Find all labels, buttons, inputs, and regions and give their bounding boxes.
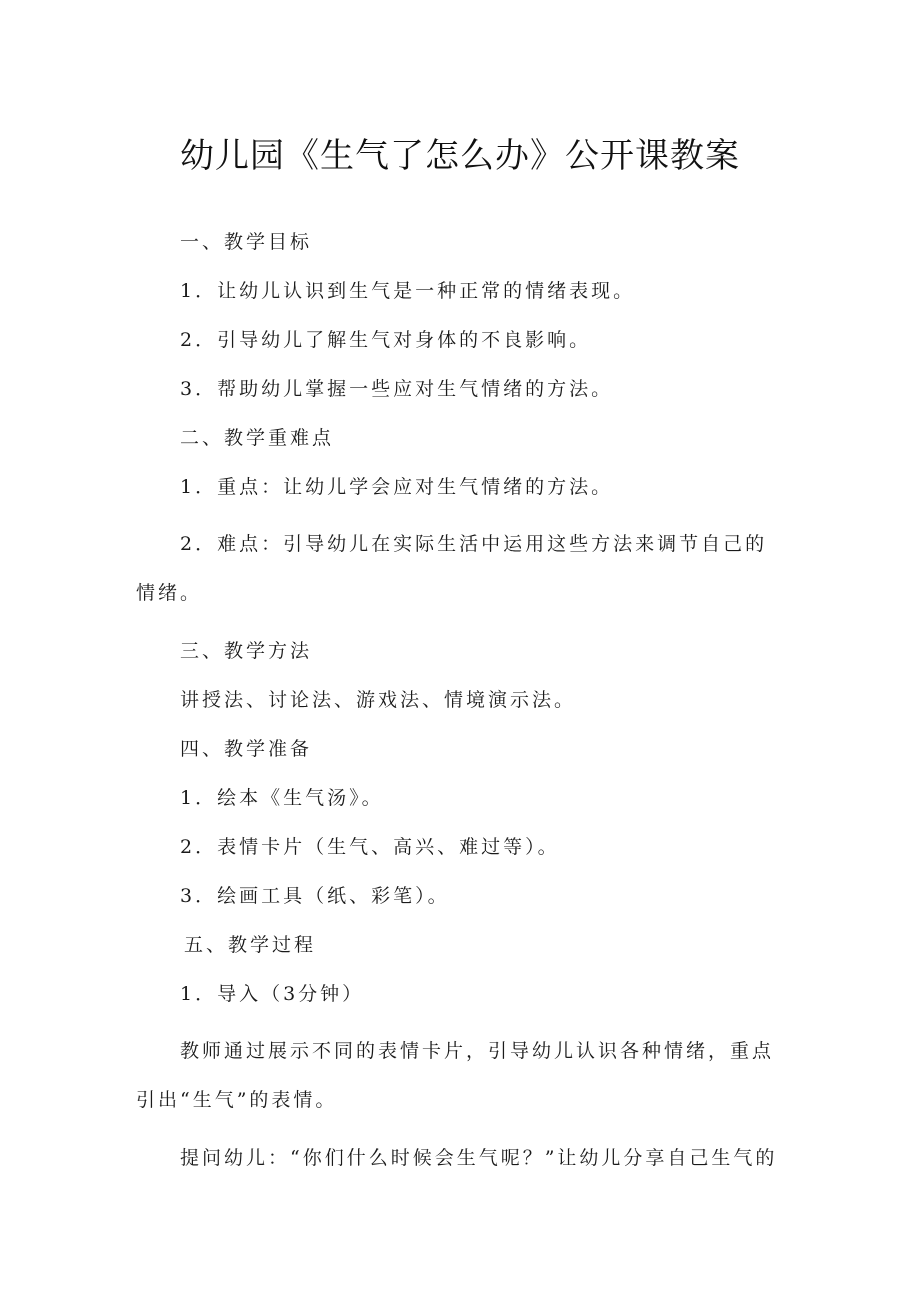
paragraph: 提问幼儿：“你们什么时候会生气呢？”让幼儿分享自己生气的 [180,1147,778,1169]
paragraph: 1．绘本《生气汤》。 [180,787,384,809]
paragraph: 2．表情卡片（生气、高兴、难过等）。 [180,836,560,858]
document-body [136,226,788,1191]
section-heading: 四、教学准备 [180,738,313,760]
paragraph: 讲授法、讨论法、游戏法、情境演示法。 [180,689,577,711]
section-heading: 二、教学重难点 [180,427,335,449]
paragraph: 1．让幼儿认识到生气是一种正常的情绪表现。 [180,280,636,302]
paragraph: 3．帮助幼儿掌握一些应对生气情绪的方法。 [180,378,614,400]
section-heading: 三、教学方法 [180,640,313,662]
paragraph: 3．绘画工具（纸、彩笔）。 [180,885,450,907]
paragraph: 教师通过展示不同的表情卡片，引导幼儿认识各种情绪，重点引出“生气”的表情。 [136,1040,775,1111]
paragraph: 2．难点：引导幼儿在实际生活中运用这些方法来调节自己的情绪。 [136,533,768,604]
paragraph: 1．重点：让幼儿学会应对生气情绪的方法。 [180,476,614,498]
paragraph: 2．引导幼儿了解生气对身体的不良影响。 [180,329,592,351]
section-heading: 五、教学过程 [184,934,317,956]
section-heading: 一、教学目标 [180,231,313,253]
page-title: 幼儿园《生气了怎么办》公开课教案 [180,136,740,176]
paragraph: 1．导入（3分钟） [180,983,365,1005]
